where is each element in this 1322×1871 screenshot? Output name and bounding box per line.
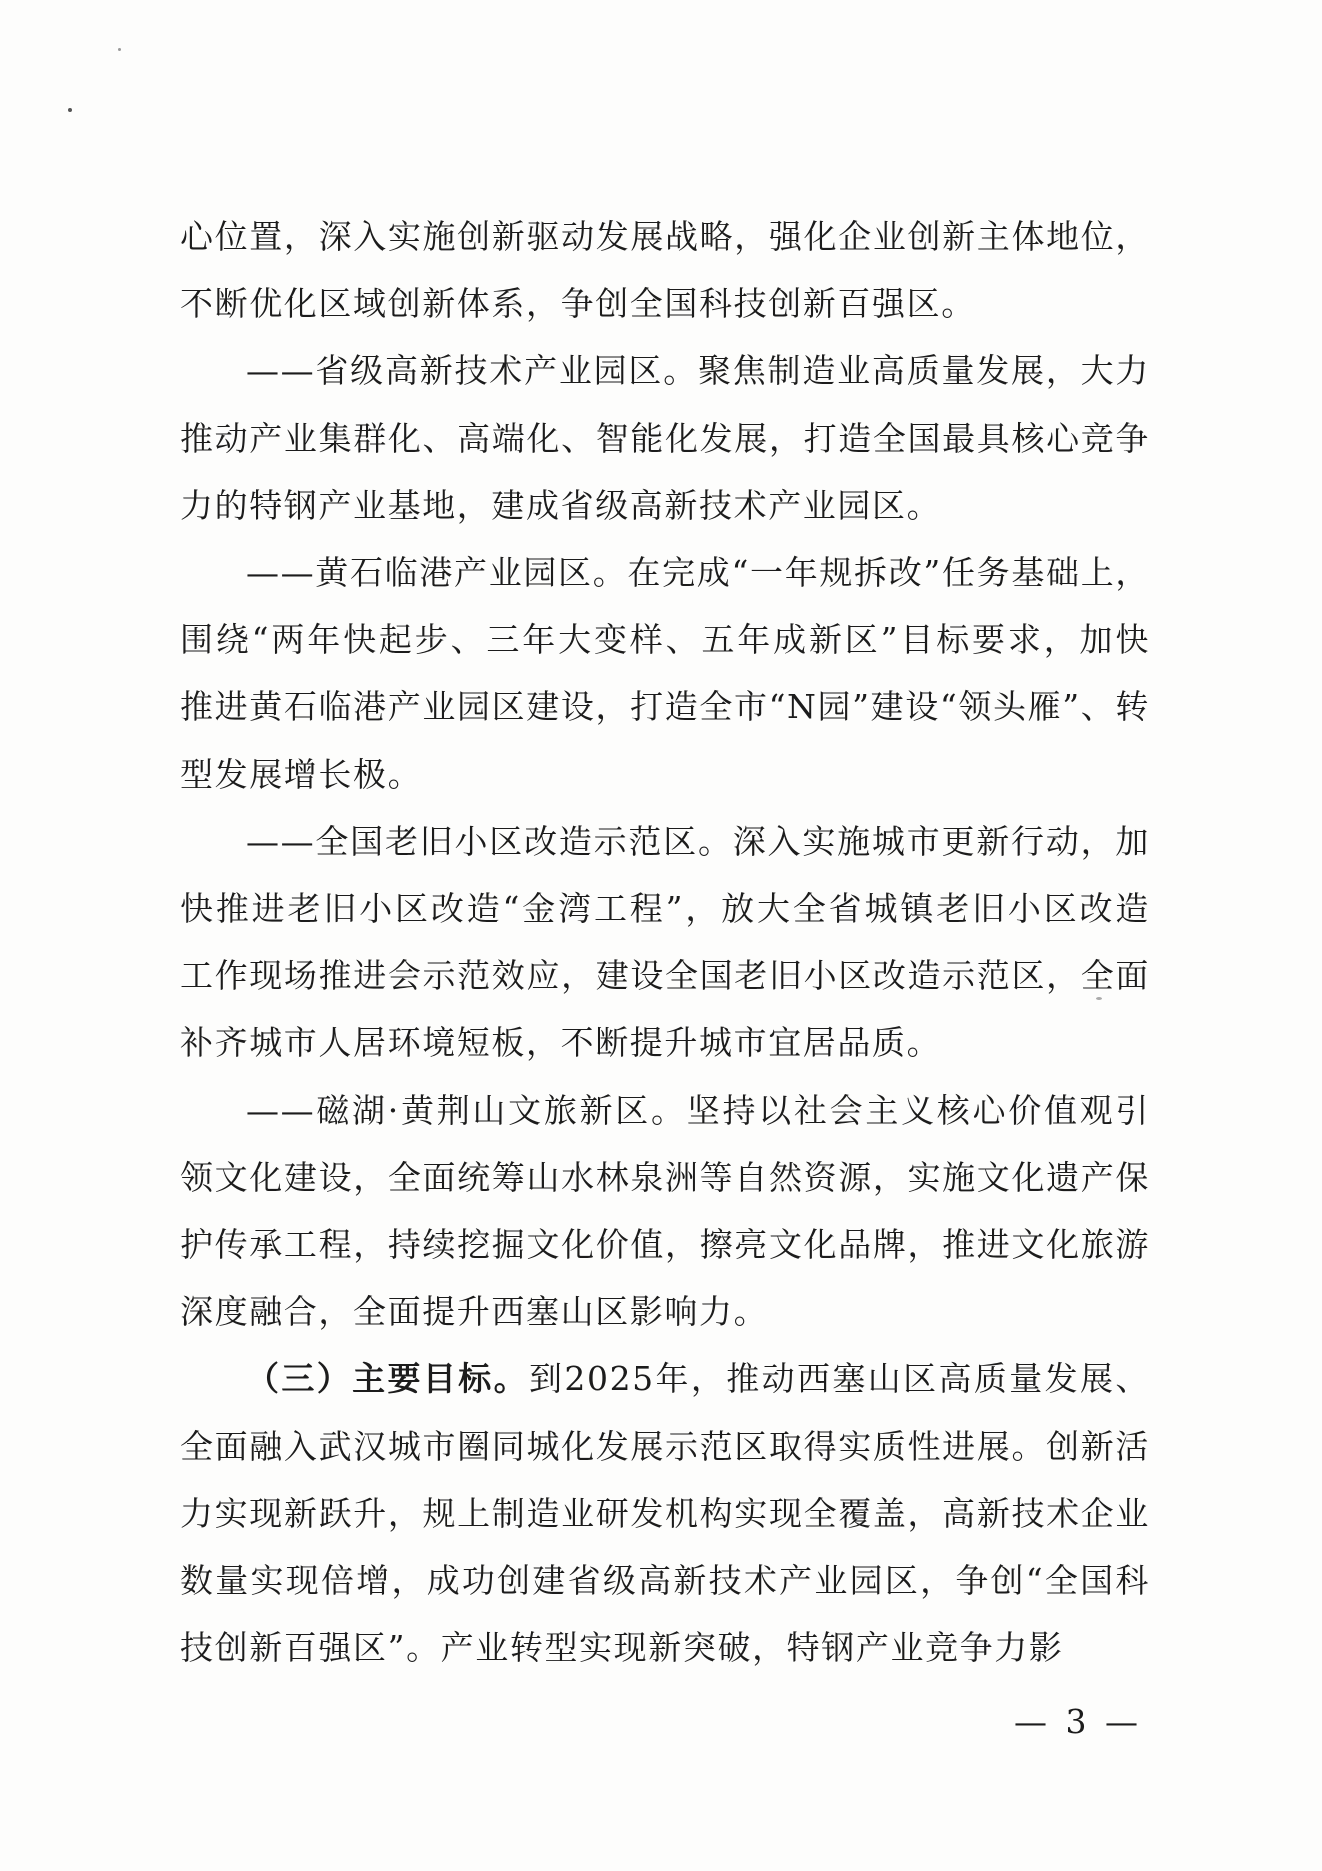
main-goals-text: 到2025年，推动西塞山区高质量发展、全面融入武汉城市圈同城化发展示范区取得实质性进展。创新活力实现新跃升，规上制造业研发机构实现全覆盖，高新技术企业数量实现倍增，成功创建省级高新技术产业园区，争创“全国科技创新百强区”。产业转型实现新突破，特钢产业竞争力影 [180, 1359, 1150, 1668]
document-body [180, 203, 1150, 1681]
paragraph-continuation: 心位置，深入实施创新驱动发展战略，强化企业创新主体地位，不断优化区域创新体系，争创全国科技创新百强区。 [180, 217, 1150, 324]
scan-speck [68, 108, 72, 112]
section-heading-main-goals: （三）主要目标。 [246, 1359, 529, 1399]
paragraph-culture-tourism-zone: ——磁湖·黄荆山文旅新区。坚持以社会主义核心价值观引领文化建设，全面统筹山水林泉洲等自然资源，实施文化遗产保护传承工程，持续挖掘文化价值，擦亮文化品牌，推进文化旅游深度融合，全面提升西塞山区影响力。 [180, 1090, 1150, 1332]
scan-speck [118, 48, 121, 51]
page-number: — 3 — [1014, 1702, 1142, 1741]
paragraph-port-industrial-park: ——黄石临港产业园区。在完成“一年规拆改”任务基础上，围绕“两年快起步、三年大变样、五年成新区”目标要求，加快推进黄石临港产业园区建设，打造全市“N园”建设“领头雁”、转型发展增长极。 [180, 553, 1150, 794]
paragraph-high-tech-park: ——省级高新技术产业园区。聚焦制造业高质量发展，大力推动产业集群化、高端化、智能化发展，打造全国最具核心竞争力的特钢产业基地，建成省级高新技术产业园区。 [180, 351, 1150, 525]
paragraph-old-community-renovation: ——全国老旧小区改造示范区。深入实施城市更新行动，加快推进老旧小区改造“金湾工程”，放大全省城镇老旧小区改造工作现场推进会示范效应，建设全国老旧小区改造示范区，全面补齐城市人居环境短板，不断提升城市宜居品质。 [180, 821, 1150, 1063]
paragraph-main-goals [180, 1345, 1150, 1681]
